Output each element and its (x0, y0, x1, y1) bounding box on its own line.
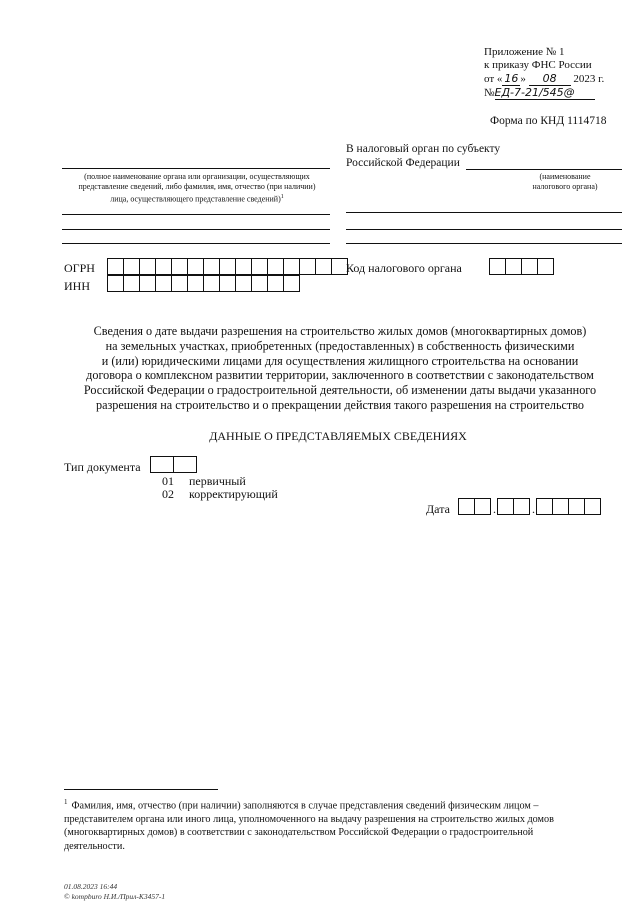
appendix-line2: к приказу ФНС России (484, 59, 592, 71)
inn-cell[interactable] (267, 275, 284, 292)
inn-cell[interactable] (155, 275, 172, 292)
date-label: Дата (426, 502, 450, 516)
inn-cell[interactable] (251, 275, 268, 292)
inn-cell[interactable] (219, 275, 236, 292)
ogrn-cells[interactable] (107, 258, 348, 275)
sender-line-1 (62, 214, 330, 215)
recipient-caption-line2: налогового органа) (532, 182, 598, 191)
inn-cell[interactable] (235, 275, 252, 292)
appendix-month: 08 (529, 72, 571, 86)
doc-type-option-01 (162, 474, 246, 488)
inn-cell[interactable] (123, 275, 140, 292)
tax-code-cell[interactable] (489, 258, 506, 275)
footnote-mark: 1 (64, 798, 68, 806)
ogrn-label: ОГРН (64, 261, 95, 275)
appendix-number (484, 86, 604, 100)
recipient-line1: В налоговый орган по субъекту (346, 143, 501, 155)
footnote-line3: (многоквартирных домов) в соответствии с законодательством Российской Федерации о градостроительной (64, 827, 534, 839)
date-month-cell[interactable] (513, 498, 530, 515)
recipient-caption (520, 172, 610, 192)
sender-caption-line2: представление сведений, либо фамилия, имя, отчество (при наличии) (78, 182, 316, 191)
footnote (64, 796, 612, 853)
ogrn-cell[interactable] (123, 258, 140, 275)
doc-type-option-02 (162, 487, 278, 501)
tax-code-cell[interactable] (505, 258, 522, 275)
sender-line-3 (62, 243, 330, 244)
date-mid: » (520, 73, 526, 85)
ogrn-cell[interactable] (299, 258, 316, 275)
inn-cell[interactable] (283, 275, 300, 292)
title-line6: разрешения на строительство и о прекращении действия такого разрешения на строительство (95, 397, 585, 412)
document-title (40, 324, 640, 413)
footnote-line2: представителем органа или иного лица, уполномоченного на выдачу разрешения на строительство жилых домов (64, 813, 554, 825)
inn-cell[interactable] (139, 275, 156, 292)
ogrn-cell[interactable] (283, 258, 300, 275)
doc-type-option-label: первичный (189, 474, 246, 488)
inn-cell[interactable] (107, 275, 124, 292)
date-day-cell[interactable] (458, 498, 475, 515)
tax-code-cell[interactable] (521, 258, 538, 275)
section-heading: ДАННЫЕ О ПРЕДСТАВЛЯЕМЫХ СВЕДЕНИЯХ (209, 429, 467, 443)
date-prefix: от « (484, 73, 503, 85)
sender-underline-top (62, 168, 330, 169)
appendix-number-value: ЕД-7-21/545@ (495, 86, 595, 100)
recipient-line-2 (346, 229, 622, 230)
appendix-year: 2023 г. (573, 73, 605, 85)
doc-type-cell[interactable] (173, 456, 197, 473)
ogrn-cell[interactable] (107, 258, 124, 275)
recipient-underline (466, 169, 622, 170)
tax-code-cell[interactable] (537, 258, 554, 275)
date-month-cell[interactable] (497, 498, 514, 515)
doc-type-code: 01 (162, 474, 174, 488)
date-year-cell[interactable] (552, 498, 569, 515)
ogrn-cell[interactable] (139, 258, 156, 275)
recipient-caption-line1: (наименование (539, 172, 591, 181)
inn-cell[interactable] (171, 275, 188, 292)
doc-type-label: Тип документа (64, 460, 141, 474)
doc-type-code: 02 (162, 487, 174, 501)
number-prefix: № (484, 87, 495, 99)
tax-code-label: Код налогового органа (346, 261, 462, 275)
appendix-line1: Приложение № 1 (484, 46, 565, 58)
date-separator: . (532, 502, 535, 516)
date-separator: . (493, 502, 496, 516)
appendix-date (484, 72, 604, 86)
date-year-cell[interactable] (584, 498, 601, 515)
print-stamp (64, 882, 165, 902)
inn-cells[interactable] (107, 275, 300, 292)
date-day-cell[interactable] (474, 498, 491, 515)
footnote-line1: Фамилия, имя, отчество (при наличии) заполняются в случае представления сведений физическим лицом – (71, 800, 539, 812)
date-year-cell[interactable] (568, 498, 585, 515)
footnote-line1-wrap (64, 796, 612, 813)
inn-cell[interactable] (203, 275, 220, 292)
sender-caption (62, 172, 332, 205)
ogrn-cell[interactable] (203, 258, 220, 275)
recipient-line-3 (346, 243, 622, 244)
doc-type-cells[interactable] (150, 456, 197, 473)
appendix-block (484, 46, 604, 100)
footnote-line4: деятельности. (64, 840, 125, 852)
doc-type-option-label: корректирующий (189, 487, 278, 501)
ogrn-cell[interactable] (315, 258, 332, 275)
recipient-line-1 (346, 212, 622, 213)
tax-code-cells[interactable] (489, 258, 554, 275)
title-line2: на земельных участках, приобретенных (предоставленных) в собственность физическими (105, 338, 575, 353)
sender-footnote-mark: 1 (280, 194, 284, 200)
inn-label: ИНН (64, 279, 90, 293)
sender-line-2 (62, 229, 330, 230)
doc-type-cell[interactable] (150, 456, 174, 473)
ogrn-cell[interactable] (267, 258, 284, 275)
form-code: Форма по КНД 1114718 (490, 115, 607, 127)
ogrn-cell[interactable] (219, 258, 236, 275)
ogrn-cell[interactable] (251, 258, 268, 275)
ogrn-cell[interactable] (187, 258, 204, 275)
sender-caption-line1: (полное наименование органа или организации, осуществляющих (84, 172, 310, 181)
date-cells[interactable] (458, 498, 601, 520)
ogrn-cell[interactable] (171, 258, 188, 275)
inn-cell[interactable] (187, 275, 204, 292)
ogrn-cell[interactable] (155, 258, 172, 275)
title-line4: договора о комплексном развитии территории, заключенного в соответствии с законодательством (86, 368, 594, 383)
title-line5: Российской Федерации о градостроительной деятельности, об изменении даты выдачи указанного (83, 383, 597, 398)
ogrn-cell[interactable] (235, 258, 252, 275)
appendix-day: 16 (504, 72, 519, 85)
stamp-line1: 01.08.2023 16:44 (64, 882, 118, 891)
footnote-divider (64, 789, 218, 790)
recipient-line2: Российской Федерации (346, 157, 460, 169)
date-year-cell[interactable] (536, 498, 553, 515)
title-line3: и (или) юридическими лицами для осуществления жилищного строительства на основании (101, 353, 579, 368)
sender-caption-line3: лица, осуществляющего представление сведений) (110, 194, 281, 204)
title-line1: Сведения о дате выдачи разрешения на строительство жилых домов (многоквартирных домов) (93, 324, 587, 338)
stamp-line2: © kompburo Н.И./Прил-К3457-1 (64, 892, 166, 901)
sender-caption-line3-wrap (62, 192, 332, 205)
